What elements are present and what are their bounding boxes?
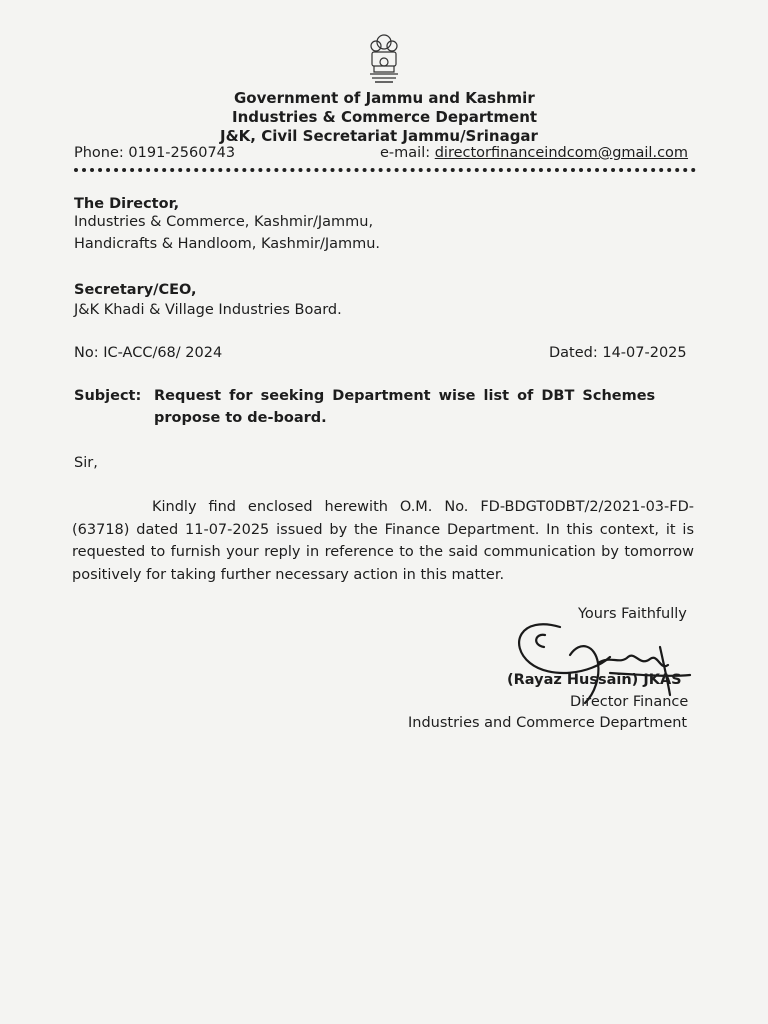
govt-title: Government of Jammu and Kashmir xyxy=(234,89,535,107)
reference-number: No: IC-ACC/68/ 2024 xyxy=(74,345,223,361)
salutation: Sir, xyxy=(74,455,98,471)
secretariat-title: J&K, Civil Secretariat Jammu/Srinagar xyxy=(220,127,538,145)
department-title: Industries & Commerce Department xyxy=(232,108,538,126)
phone-number: Phone: 0191-2560743 xyxy=(74,145,236,161)
addressee-title: The Director, xyxy=(74,196,180,212)
signatory-name: (Rayaz Hussain) JKAS xyxy=(507,672,682,688)
header-divider xyxy=(74,168,696,172)
signatory-designation: Director Finance xyxy=(570,694,689,710)
subject-label: Subject: xyxy=(74,388,142,404)
body-paragraph xyxy=(72,496,694,586)
addressee-line: J&K Khadi & Village Industries Board. xyxy=(74,302,342,318)
valediction: Yours Faithfully xyxy=(578,606,687,622)
addressee-title: Secretary/CEO, xyxy=(74,282,197,298)
signatory-department: Industries and Commerce Department xyxy=(408,715,688,731)
email-link[interactable]: directorfinanceindcom@gmail.com xyxy=(434,145,689,161)
letter-date: Dated: 14-07-2025 xyxy=(549,345,687,361)
body-text: Kindly find enclosed herewith O.M. No. FD-BDGT0DBT/2/2021-03-FD-(63718) dated 11-07-2025 issued by the Finance Department. In this context, it is requested to furnish your reply in reference to the said communication by tomorrow positively for taking further necessary action in this matter. xyxy=(72,499,694,583)
email-line xyxy=(380,145,688,161)
state-emblem-icon xyxy=(362,30,406,86)
subject-text: Request for seeking Department wise list of DBT Schemes xyxy=(154,388,656,404)
addressee-line: Handicrafts & Handloom, Kashmir/Jammu. xyxy=(74,236,381,252)
addressee-line: Industries & Commerce, Kashmir/Jammu, xyxy=(74,214,374,230)
email-label: e-mail: xyxy=(380,145,435,161)
subject-text: propose to de-board. xyxy=(154,410,327,426)
